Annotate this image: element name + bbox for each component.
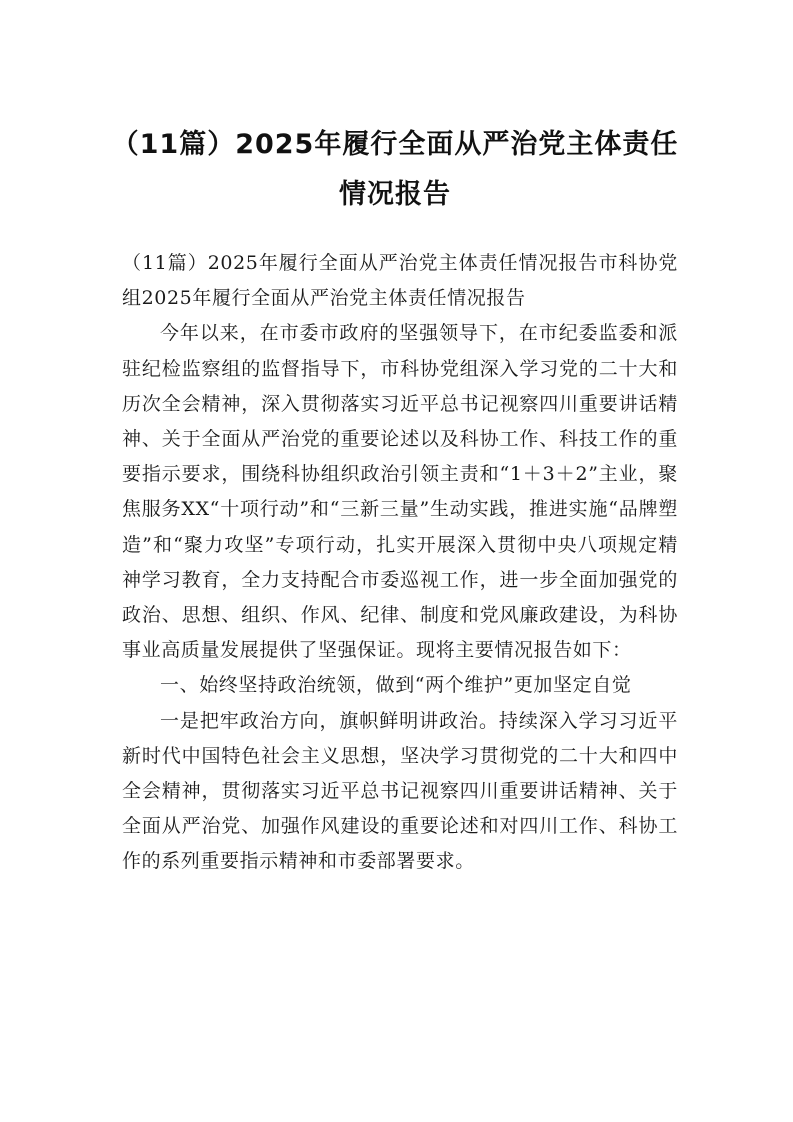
subtitle-paragraph: （11篇）2025年履行全面从严治党主体责任情况报告市科协党组2025年履行全面从严治党主体责任情况报告 bbox=[122, 252, 678, 310]
document-title: （11篇）2025年履行全面从严治党主体责任情况报告 bbox=[111, 129, 679, 210]
intro-paragraph: 今年以来，在市委市政府的坚强领导下，在市纪委监委和派驻纪检监察组的监督指导下，市科协党组深入学习党的二十大和历次全会精神，深入贯彻落实习近平总书记视察四川重要讲话精神、关于全面从严治党的重要论述以及科协工作、科技工作的重要指示要求，围绕科协组织政治引领主责和“1＋3＋2”主业，聚焦服务XX“十项行动”和“三新三量”生动实践，推进实施“品牌塑造”和“聚力攻坚”专项行动，扎实开展深入贯彻中央八项规定精神学习教育，全力支持配合市委巡视工作，进一步全面加强党的政治、思想、组织、作风、纪律、制度和党风廉政建设，为科协事业高质量发展提供了坚强保证。现将主要情况报告如下： bbox=[122, 322, 678, 662]
section-heading: 一、始终坚持政治统领，做到“两个维护”更加坚定自觉 bbox=[160, 674, 632, 697]
document-body bbox=[122, 246, 678, 880]
section-paragraph: 一是把牢政治方向，旗帜鲜明讲政治。持续深入学习习近平新时代中国特色社会主义思想，坚决学习贯彻党的二十大和四中全会精神，贯彻落实习近平总书记视察四川重要讲话精神、关于全面从严治党、加强作风建设的重要论述和对四川工作、科协工作的系列重要指示精神和市委部署要求。 bbox=[122, 709, 678, 873]
